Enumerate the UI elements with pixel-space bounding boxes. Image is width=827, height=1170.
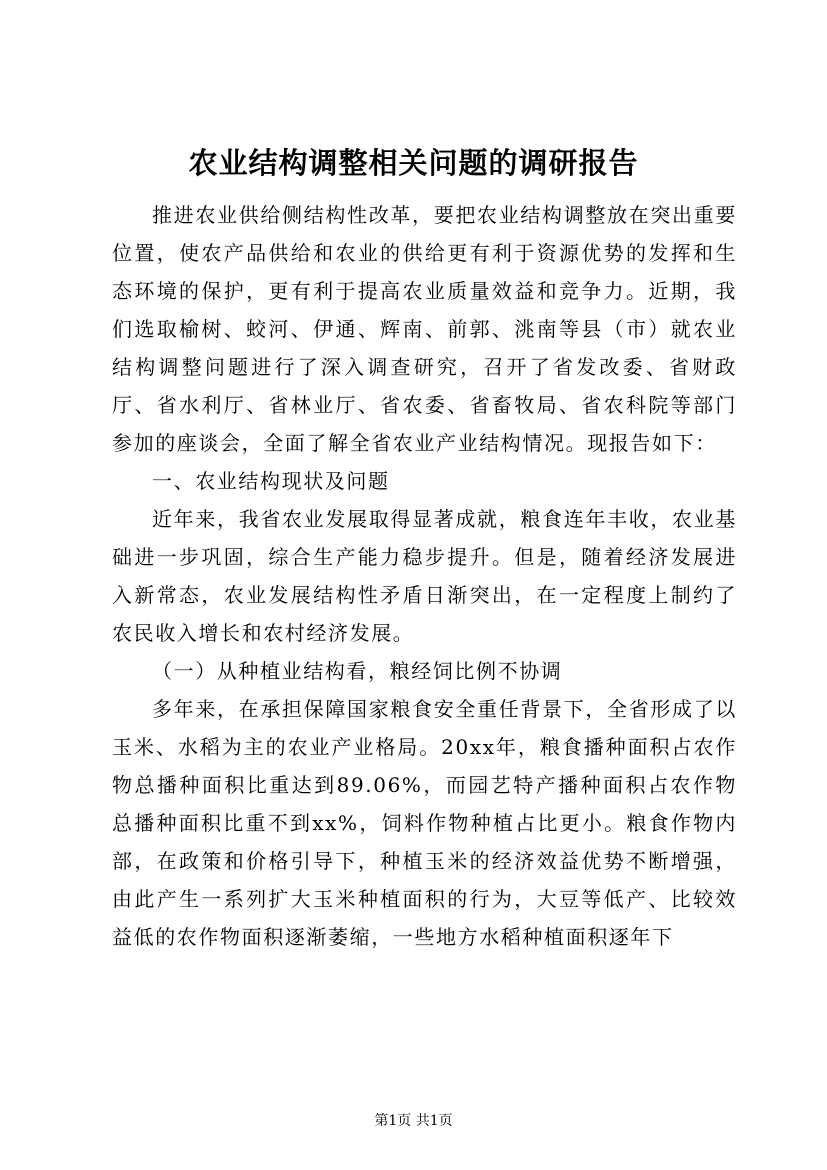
section-heading-1: 一、农业结构现状及问题 <box>152 469 390 493</box>
document-title: 农业结构调整相关问题的调研报告 <box>188 146 639 180</box>
subsection-1-paragraph: 多年来，在承担保障国家粮食安全重任背景下，全省形成了以玉米、水稻为主的农业产业格局。20xx年，粮食播种面积占农作物总播种面积比重达到89.06%，而园艺特产播种面积占农作物总播种面积比重不到xx%，饲料作物种植占比更小。粮食作物内部，在政策和价格引导下，种植玉米的经济效益优势不断增强，由此产生一系列扩大玉米种植面积的行为，大豆等低产、比较效益低的农作物面积逐渐萎缩，一些地方水稻种植面积逐年下 <box>112 697 737 949</box>
page-footer: 第1页 共1页 <box>374 1113 453 1129</box>
document-body <box>112 196 737 956</box>
section-1-paragraph: 近年来，我省农业发展取得显著成就，粮食连年丰收，农业基础进一步巩固，综合生产能力稳步提升。但是，随着经济发展进入新常态，农业发展结构性矛盾日渐突出，在一定程度上制约了农民收入增长和农村经济发展。 <box>112 507 737 645</box>
intro-paragraph: 推进农业供给侧结构性改革，要把农业结构调整放在突出重要位置，使农产品供给和农业的供给更有利于资源优势的发挥和生态环境的保护，更有利于提高农业质量效益和竞争力。近期，我们选取榆树、蛟河、伊通、辉南、前郭、洮南等县（市）就农业结构调整问题进行了深入调查研究，召开了省发改委、省财政厅、省水利厅、省林业厅、省农委、省畜牧局、省农科院等部门参加的座谈会，全面了解全省农业产业结构情况。现报告如下： <box>112 203 737 455</box>
subsection-heading-1: （一）从种植业结构看，粮经饲比例不协调 <box>152 659 563 683</box>
